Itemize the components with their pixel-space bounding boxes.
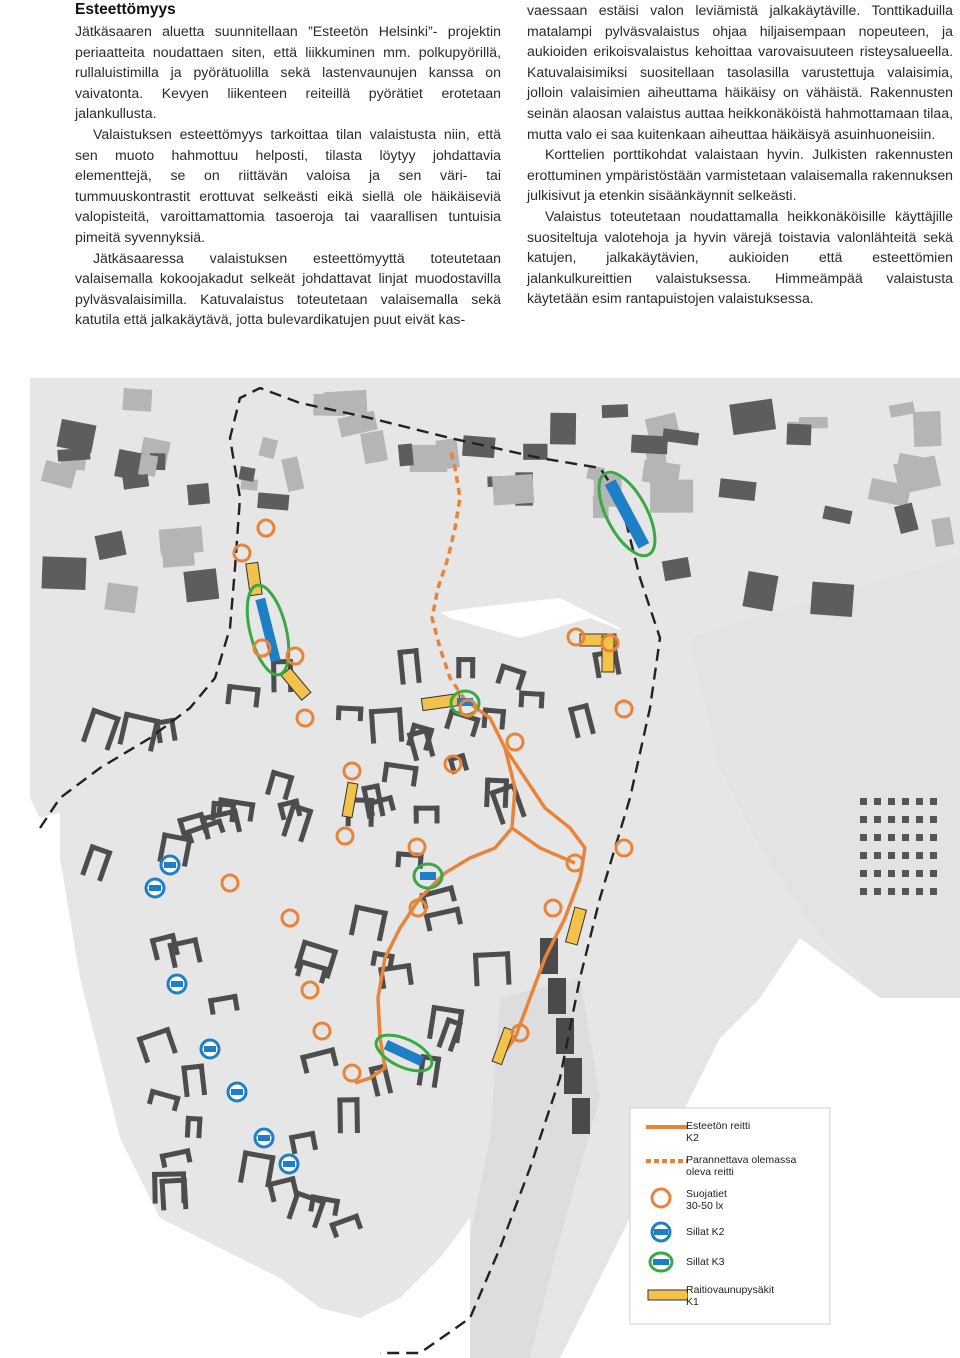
harbor-building (930, 798, 937, 805)
legend-item-tram-stops (686, 1284, 806, 1308)
blue-bridge-icon-deck (654, 1229, 668, 1235)
housing-wing (434, 806, 439, 824)
harbor-building (888, 852, 895, 859)
building-block (161, 530, 195, 567)
harbor-building (860, 798, 867, 805)
harbor-building (874, 798, 881, 805)
building-block (602, 404, 629, 418)
harbor-building (902, 798, 909, 805)
building-block (183, 568, 219, 602)
paragraph-5: Korttelien porttikohdat valaistaan hyvin. Julkisten rakennusten erottuminen ympäristöstään varmistetaan valaisemalla rakennuksen julkisivut ja etenkin sisäänkäynnit selkeästi. (527, 146, 953, 204)
pier-building (564, 1058, 582, 1094)
harbor-building (888, 834, 895, 841)
harbor-building (930, 834, 937, 841)
harbor-building (860, 888, 867, 895)
paragraph-2: Valaistuksen esteettömyys tarkoittaa tilan valaistusta niin, että sen muoto hahmottuu helposti, tilasta löytyy johdattavia elementtejä, se on riittävän valoisa ja sen väri- tai tummuuskontrastit erottuvat selkeästi eikä siellä ole häikäiseviä valopisteitä, varoittamattomia tasoeroja tai vaarallisen tuntuisia pimeitä syvennyksiä. (75, 125, 501, 245)
harbor-building (860, 816, 867, 823)
legend-item-improvement-route (686, 1154, 806, 1178)
harbor-building (874, 816, 881, 823)
harbor-building (902, 870, 909, 877)
harbor-building (916, 870, 923, 877)
building-block (729, 399, 776, 436)
bridge-k2-deck (258, 1135, 270, 1141)
harbor-building (874, 852, 881, 859)
pier-building (548, 978, 566, 1014)
harbor-building (902, 816, 909, 823)
harbor-building (860, 852, 867, 859)
article-text (0, 0, 960, 360)
harbor-building (916, 834, 923, 841)
building-block (786, 424, 811, 446)
housing-wing (414, 806, 419, 824)
harbor-building (902, 888, 909, 895)
bridge-k2-deck (204, 1046, 216, 1052)
legend-label: Suojatiet (686, 1188, 727, 1200)
building-block (398, 443, 414, 466)
building-block (913, 411, 942, 447)
legend-label: Parannettava olemassa (686, 1154, 797, 1166)
housing-wing (354, 1097, 360, 1133)
building-block (122, 388, 152, 412)
building-block (138, 454, 158, 477)
legend-label: Esteetön reitti (686, 1120, 751, 1132)
building-block (810, 582, 854, 617)
map-legend (640, 1118, 820, 1318)
harbor-building (902, 852, 909, 859)
green-bridge-icon-deck (653, 1259, 669, 1265)
legend-icons (644, 1118, 688, 1318)
building-block (492, 474, 534, 505)
legend-label: Sillat K3 (686, 1256, 725, 1268)
paragraph-6: Valaistus toteutetaan noudattamalla heikkonäköisille käyttäjille suositeltuja valotehoja ja hyvin värejä toistavia valonlähteitä sekä katujen, jalkakäytävien, aukioiden että esteettömien jalankulkureittien valaistuksessa. Himmeämpää valaistusta käytetään esim rantapuistojen valaistuksessa. (527, 207, 953, 307)
housing-wing (336, 705, 342, 720)
left-column (75, 0, 501, 330)
legend-item-bridges-k2 (686, 1226, 806, 1238)
harbor-building (874, 888, 881, 895)
section-heading: Esteettömyys (75, 1, 176, 18)
housing-wing (358, 706, 364, 721)
harbor-building (860, 834, 867, 841)
building-block (550, 413, 576, 445)
harbor-building (902, 834, 909, 841)
housing-wing (539, 692, 545, 709)
housing-wing (152, 1171, 186, 1177)
building-block (104, 583, 138, 614)
building-block (238, 466, 255, 482)
bridge-k3-center-2-deck (420, 872, 436, 880)
legend-sublabel: 30-50 lx (686, 1200, 724, 1212)
legend-sublabel: K1 (686, 1296, 699, 1308)
harbor-building (930, 888, 937, 895)
housing-wing (456, 657, 461, 678)
legend-sublabel: K2 (686, 1132, 699, 1144)
harbor-building (888, 888, 895, 895)
harbor-building (860, 870, 867, 877)
bridge-k2-deck (171, 981, 183, 987)
legend-sublabel: oleva reitti (686, 1166, 734, 1178)
building-block (462, 435, 496, 458)
accessibility-map (0, 378, 960, 1358)
harbor-building (874, 834, 881, 841)
paragraph-3: Jätkäsaaressa valaistuksen esteettömyyttä toteutetaan valaisemalla kokoojakadut selkeät johdattavat linjat muodostavilla pylväsvalaisimilla. Katuvalaistus toteutetaan valaisemalla sekä katutila että jalkakäytävä, jotta bulevardikatujen puut eivät kas- (75, 249, 501, 328)
yellow-stop-icon (648, 1290, 688, 1300)
harbor-building (888, 870, 895, 877)
housing-wing (519, 691, 525, 708)
building-block (187, 483, 210, 505)
bridge-k2-deck (283, 1161, 295, 1167)
legend-label: Sillat K2 (686, 1226, 725, 1238)
harbor-building (916, 852, 923, 859)
bridge-k2-deck (149, 885, 161, 891)
bridge-k2-deck (164, 862, 176, 868)
right-column (527, 0, 953, 309)
building-block (631, 435, 668, 455)
legend-label: Raitiovaunupysäkit (686, 1284, 775, 1296)
housing-wing (337, 1097, 343, 1133)
building-block (257, 492, 289, 510)
housing-wing (152, 1172, 158, 1204)
tram-stop (602, 636, 614, 672)
harbor-building (930, 816, 937, 823)
harbor-building (888, 798, 895, 805)
building-block (742, 571, 778, 611)
building-block (57, 448, 90, 462)
legend-item-bridges-k3 (686, 1256, 806, 1268)
harbor-building (916, 798, 923, 805)
building-block (41, 556, 86, 590)
legend-item-crossings (686, 1188, 806, 1212)
legend-item-accessible-route (686, 1120, 806, 1144)
pier-building (572, 1098, 590, 1134)
harbor-building (930, 870, 937, 877)
harbor-building (874, 870, 881, 877)
harbor-building (916, 888, 923, 895)
paragraph-1: Jätkäsaaren aluetta suunnitellaan ”Esteetön Helsinki”- projektin periaatteita noudattaen siten, että liikkuminen mm. polkupyörillä, rullaluistimilla ja pyörätuolilla sekä lastenvaunujen kanssa on vaivatonta. Kevyen liikenteen reiteillä pyörätiet erotetaan jalankullusta. (75, 23, 501, 122)
paragraph-4: vaessaan estäisi valon leviämistä jalkakäytäville. Tonttikaduilla matalampi pylväsvalaistus ohjaa hiljaisempaan nopeuteen, ja aukioiden erikoisvalaistus kehoittaa varovaisuuteen risteysalueella. Katuvalaisimiksi suositellaan tasolasilla varustettuja valaisimia, jolloin valaisimien aiheuttama häikäisy on vähäistä. Rakennusten seinän alaosan valaistus auttaa heikkonäköistä hahmottamaan tilaa, mutta valo ei saa kuitenkaan aiheuttaa häikäisyä asuinhuoneisiin. (527, 2, 953, 142)
orange-circle-icon (652, 1189, 670, 1207)
harbor-building (888, 816, 895, 823)
harbor-building (916, 816, 923, 823)
building-block (410, 445, 447, 472)
housing-wing (470, 657, 475, 678)
bridge-k2-deck (231, 1089, 243, 1095)
harbor-building (930, 852, 937, 859)
